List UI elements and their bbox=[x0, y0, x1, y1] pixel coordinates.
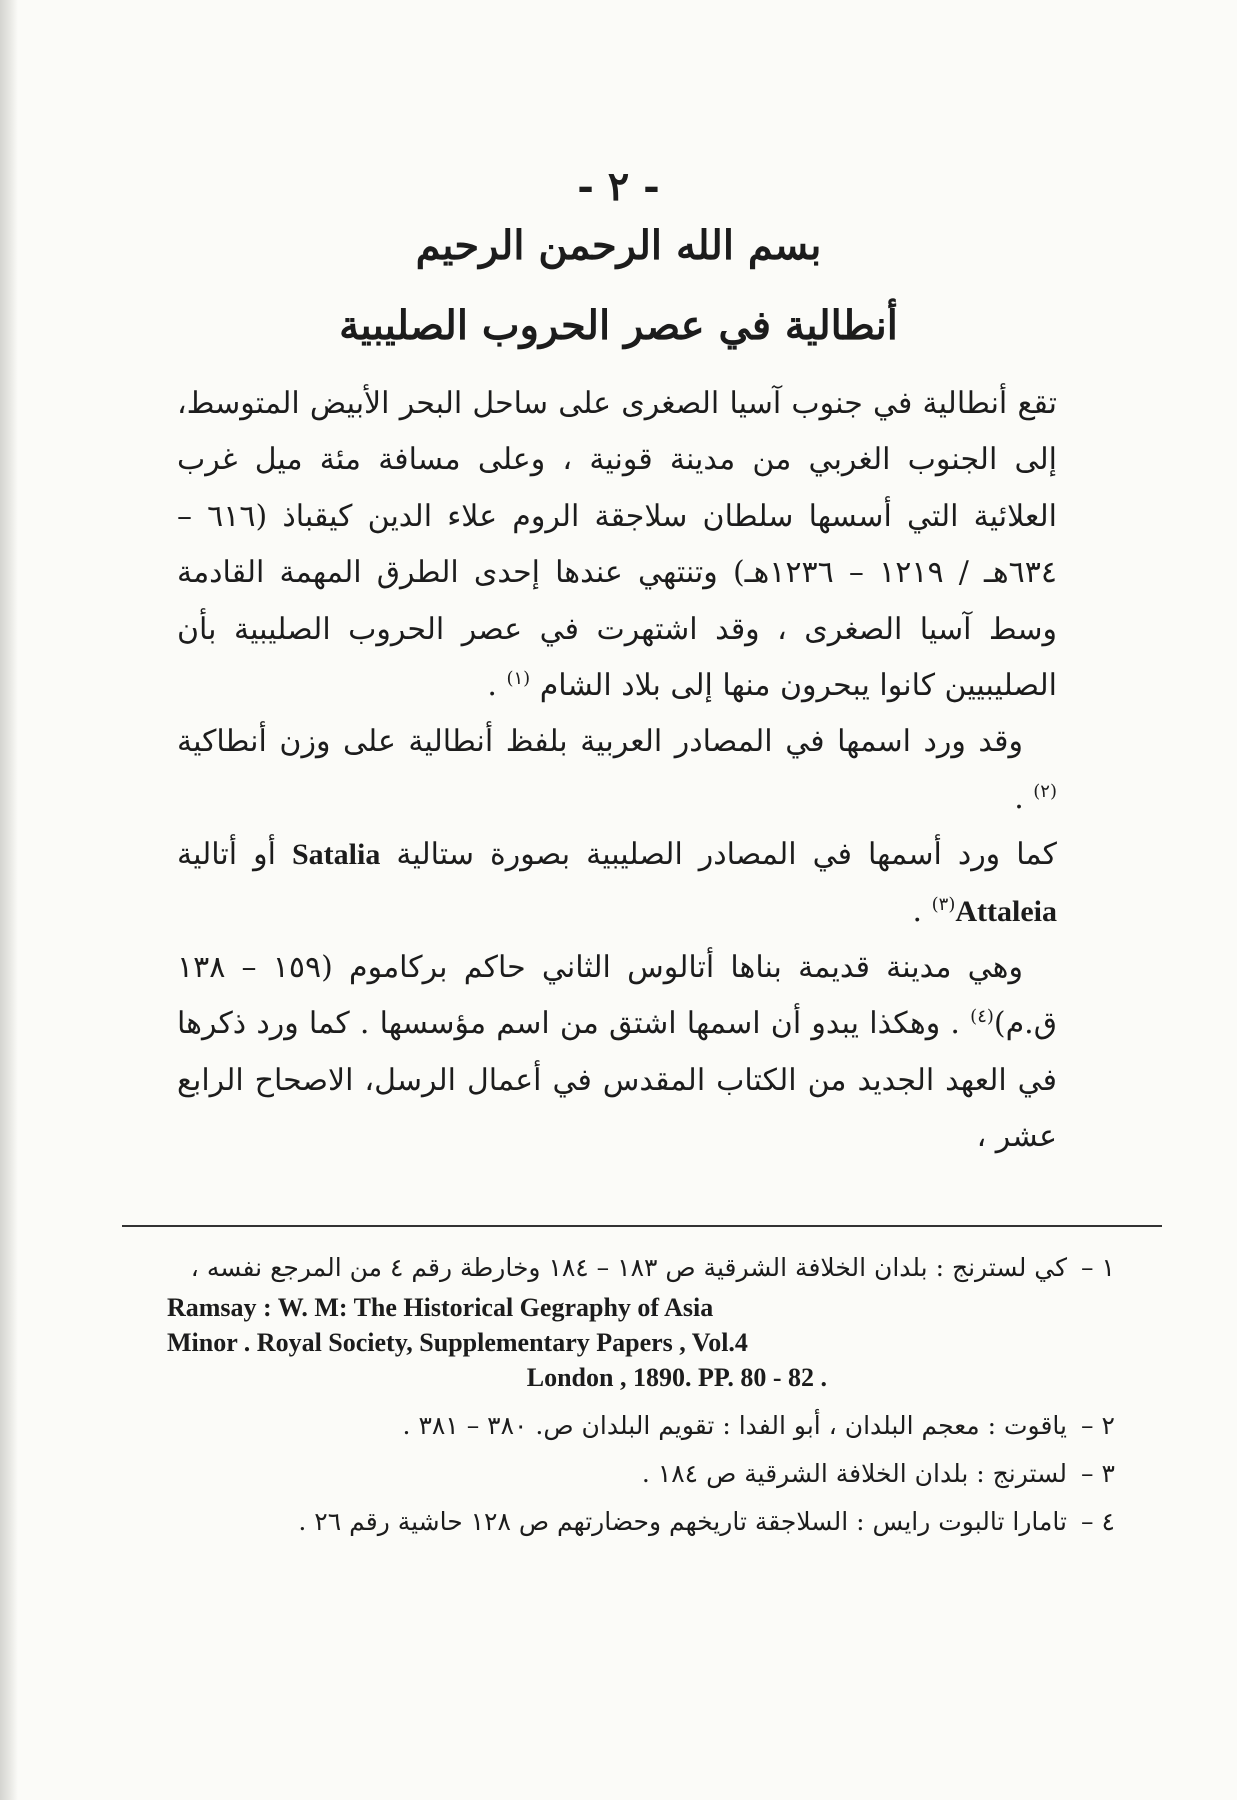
page-edge-shadow bbox=[0, 0, 18, 1800]
footnote-2 bbox=[167, 1408, 1115, 1444]
latin-term-satalia: Satalia bbox=[291, 838, 381, 872]
footnote-latin-citation bbox=[167, 1290, 1067, 1395]
footnote-text: لسترنج : بلدان الخلافة الشرقية ص ١٨٤ . bbox=[641, 1458, 1067, 1488]
footnote-text: كي لسترنج : بلدان الخلافة الشرقية ص ١٨٣ – ١٨٤ وخارطة رقم ٤ من المرجع نفسه ، bbox=[190, 1253, 1067, 1282]
paragraph-4-text-a: وهي مدينة قديمة بناها أتالوس الثاني حاكم بركاموم (١٥٩ – ١٣٨ ق.م) bbox=[177, 949, 1057, 1042]
citation-line: Minor . Royal Society, Supplementary Papers , Vol.4 bbox=[167, 1328, 748, 1358]
paragraph-1: تقع أنطالية في جنوب آسيا الصغرى على ساحل البحر الأبيض المتوسط، إلى الجنوب الغربي من مدينة قونية ، وعلى مسافة مئة ميل غرب العلائية التي أسسها سلطان سلاجقة الروم علاء الدين كيقباذ (٦١٦ – ٦٣٤هـ / ١٢١٩ – ١٢٣٦هـ) وتنتهي عندها إحدى الطرق المهمة القادمة وسط آسيا الصغرى ، وقد اشتهرت في عصر الحروب الصليبية بأن الصليبيين كانوا يبحرون منها إلى بلاد الشام $^{(١)}$ . bbox=[177, 386, 1057, 703]
paragraph-1-text: تقع أنطالية في جنوب آسيا الصغرى على ساحل البحر الأبيض المتوسط، إلى الجنوب الغربي من مدينة قونية ، وعلى مسافة مئة ميل غرب العلائية التي أسسها سلطان سلاجقة الروم علاء الدين كيقباذ (٦١٦ – ٦٣٤هـ / ١٢١٩ – ١٢٣٦هـ) وتنتهي عندها إحدى الطرق المهمة القادمة وسط آسيا الصغرى ، وقد اشتهرت في عصر الحروب الصليبية بأن الصليبيين كانوا يبحرون منها إلى بلاد الشام bbox=[177, 386, 1057, 703]
citation-line: London , 1890. PP. 80 - 82 . bbox=[526, 1363, 827, 1393]
paragraph-3-text-a: كما ورد أسمها في المصادر الصليبية بصورة ستالية bbox=[396, 837, 1057, 873]
footnote-number: ٢ – bbox=[1081, 1410, 1115, 1440]
footnote-3 bbox=[167, 1456, 1115, 1492]
page-number: - ٢ - bbox=[577, 163, 660, 210]
footnote-4 bbox=[167, 1504, 1115, 1540]
body-text bbox=[177, 376, 1057, 1165]
paragraph-4 bbox=[177, 940, 1057, 1166]
footnote-ref-2: (٢) bbox=[1033, 780, 1057, 802]
citation-line: Ramsay : W. M: The Historical Gegraphy of Asia bbox=[167, 1293, 714, 1323]
paragraph-3: كما ورد أسمها في المصادر الصليبية بصورة ستالية Satalia أو أتالية Attaleia$^{(٣)}$ . bbox=[177, 837, 1057, 929]
basmala-heading: بسم الله الرحمن الرحيم bbox=[415, 222, 822, 269]
footnote-1 bbox=[167, 1250, 1115, 1396]
footnote-divider bbox=[122, 1225, 1162, 1227]
paragraph-3-text-b: أو أتالية bbox=[177, 837, 276, 873]
chapter-title: أنطالية في عصر الحروب الصليبية bbox=[339, 302, 898, 349]
paragraph-4-text-b: . وهكذا يبدو أن اسمها اشتق من اسم مؤسسها . كما ورد ذكرها في العهد الجديد من الكتاب المقدس في أعمال الرسل، الاصحاح الرابع عشر ، bbox=[177, 1006, 1057, 1155]
paragraph-2: وقد ورد اسمها في المصادر العربية بلفظ أنطالية على وزن أنطاكية $^{(٢)}$ . bbox=[177, 724, 1057, 816]
latin-term-attaleia: Attaleia bbox=[955, 894, 1057, 928]
footnote-text: تامارا تالبوت رايس : السلاجقة تاريخهم وحضارتهم ص ١٢٨ حاشية رقم ٢٦ . bbox=[298, 1507, 1067, 1537]
footnote-ref-3: (٣) bbox=[931, 893, 956, 915]
footnote-number: ٣ – bbox=[1081, 1458, 1115, 1488]
footnotes bbox=[167, 1250, 1115, 1552]
footnote-text: ياقوت : معجم البلدان ، أبو الفدا : تقويم البلدان ص. ٣٨٠ – ٣٨١ . bbox=[402, 1410, 1067, 1440]
footnote-number: ١ – bbox=[1081, 1253, 1115, 1282]
footnote-number: ٤ – bbox=[1081, 1507, 1115, 1537]
footnote-ref-4: (٤) bbox=[970, 1006, 994, 1028]
paragraph-2-text: وقد ورد اسمها في المصادر العربية بلفظ أنطالية على وزن أنطاكية bbox=[177, 724, 1023, 760]
footnote-ref-1: (١) bbox=[506, 667, 531, 689]
